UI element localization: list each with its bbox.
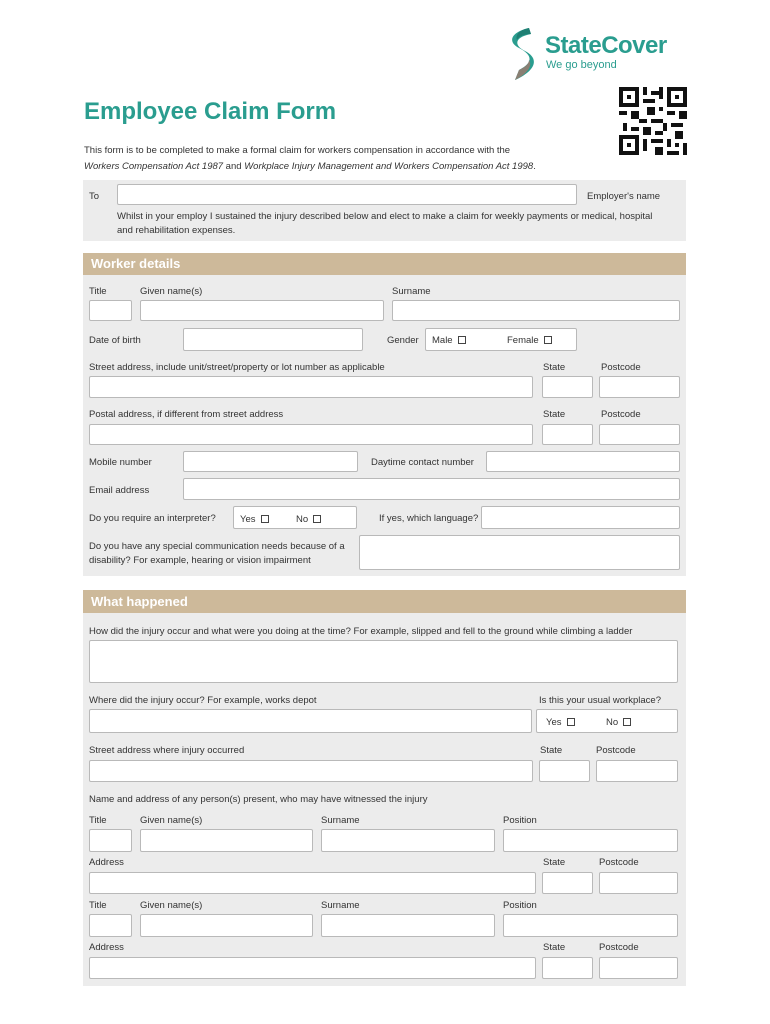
witness2-title-field[interactable] (89, 914, 132, 937)
usual-yes-label: Yes (546, 717, 562, 728)
usual-no-option[interactable] (606, 717, 631, 728)
how-injury-field[interactable] (89, 640, 678, 683)
male-label: Male (432, 335, 453, 346)
postal-address-label: Postal address, if different from street address (89, 409, 284, 420)
witness1-given-field[interactable] (140, 829, 313, 852)
language-field[interactable] (481, 506, 680, 529)
statecover-logo-icon (505, 26, 543, 82)
injury-street-field[interactable] (89, 760, 533, 782)
female-checkbox[interactable] (544, 336, 552, 344)
witness2-address-label: Address (89, 942, 124, 953)
interpreter-no-label: No (296, 514, 309, 525)
postal-address-field[interactable] (89, 424, 533, 445)
witness2-given-field[interactable] (140, 914, 313, 937)
title-label: Title (89, 286, 107, 297)
witness-heading: Name and address of any person(s) present, who may have witnessed the injury (89, 794, 428, 805)
dob-field[interactable] (183, 328, 363, 351)
language-label: If yes, which language? (379, 513, 479, 524)
usual-yes-option[interactable] (546, 717, 575, 728)
given-names-label: Given name(s) (140, 286, 203, 297)
witness1-position-label: Position (503, 815, 537, 826)
interpreter-no-option[interactable] (296, 514, 321, 525)
street-address-field[interactable] (89, 376, 533, 398)
where-injury-field[interactable] (89, 709, 532, 733)
email-field[interactable] (183, 478, 680, 500)
daytime-contact-label: Daytime contact number (371, 457, 474, 468)
employer-name-field[interactable] (117, 184, 577, 205)
intro-period: . (533, 161, 536, 172)
declaration-panel (83, 180, 686, 241)
interpreter-yes-label: Yes (240, 514, 256, 525)
special-needs-label-1: Do you have any special communication needs because of a (89, 541, 345, 552)
witness1-surname-label: Surname (321, 815, 360, 826)
interpreter-no-checkbox[interactable] (313, 515, 321, 523)
dob-label: Date of birth (89, 335, 141, 346)
witness2-postcode-field[interactable] (599, 957, 678, 979)
title-field[interactable] (89, 300, 132, 321)
postal-state-field[interactable] (542, 424, 593, 445)
street-postcode-field[interactable] (599, 376, 680, 398)
brand-name: StateCover (545, 32, 667, 59)
interpreter-yes-option[interactable] (240, 514, 269, 525)
injury-street-label: Street address where injury occurred (89, 745, 245, 756)
female-label: Female (507, 335, 539, 346)
witness1-postcode-label: Postcode (599, 857, 639, 868)
employer-name-label: Employer's name (587, 191, 661, 202)
postal-state-label: State (543, 409, 566, 420)
gender-male-option[interactable] (432, 335, 466, 346)
postal-postcode-label: Postcode (601, 409, 641, 420)
mobile-field[interactable] (183, 451, 358, 472)
intro-and: and (223, 161, 245, 172)
interpreter-yes-checkbox[interactable] (261, 515, 269, 523)
usual-no-checkbox[interactable] (623, 718, 631, 726)
witness2-surname-field[interactable] (321, 914, 495, 937)
witness2-address-field[interactable] (89, 957, 536, 979)
worker-details-panel (83, 275, 686, 576)
witness2-state-field[interactable] (542, 957, 593, 979)
what-happened-panel (83, 613, 686, 986)
interpreter-label: Do you require an interpreter? (89, 513, 216, 524)
witness1-surname-field[interactable] (321, 829, 495, 852)
witness1-title-label: Title (89, 815, 107, 826)
witness1-address-field[interactable] (89, 872, 536, 894)
witness1-given-label: Given name(s) (140, 815, 203, 826)
intro-text (84, 143, 624, 175)
declaration-line-2: and rehabilitation expenses. (117, 225, 236, 236)
special-needs-field[interactable] (359, 535, 680, 570)
given-names-field[interactable] (140, 300, 384, 321)
witness1-postcode-field[interactable] (599, 872, 678, 894)
street-state-field[interactable] (542, 376, 593, 398)
how-injury-label: How did the injury occur and what were you doing at the time? For example, slipped and fell to the ground while climbing a ladder (89, 626, 633, 637)
daytime-contact-field[interactable] (486, 451, 680, 472)
intro-line-2 (84, 159, 624, 175)
intro-line-1: This form is to be completed to make a formal claim for workers compensation in accordance with the (84, 145, 511, 156)
special-needs-label-2: disability? For example, hearing or vision impairment (89, 555, 311, 566)
witness2-position-field[interactable] (503, 914, 678, 937)
witness1-state-field[interactable] (542, 872, 593, 894)
declaration-line-1: Whilst in your employ I sustained the injury described below and elect to make a claim for weekly payments or medical, hospital (117, 211, 653, 222)
witness1-position-field[interactable] (503, 829, 678, 852)
gender-female-option[interactable] (507, 335, 552, 346)
witness2-surname-label: Surname (321, 900, 360, 911)
surname-label: Surname (392, 286, 431, 297)
street-postcode-label: Postcode (601, 362, 641, 373)
act-1998: Workplace Injury Management and Workers Compensation Act 1998 (244, 161, 534, 172)
injury-postcode-label: Postcode (596, 745, 636, 756)
what-happened-header: What happened (83, 590, 686, 613)
injury-postcode-field[interactable] (596, 760, 678, 782)
injury-state-label: State (540, 745, 563, 756)
usual-yes-checkbox[interactable] (567, 718, 575, 726)
witness2-position-label: Position (503, 900, 537, 911)
injury-state-field[interactable] (539, 760, 590, 782)
surname-field[interactable] (392, 300, 680, 321)
act-1987: Workers Compensation Act 1987 (84, 161, 224, 172)
street-address-label: Street address, include unit/street/property or lot number as applicable (89, 362, 385, 373)
brand-tagline: We go beyond (546, 59, 617, 71)
street-state-label: State (543, 362, 566, 373)
usual-workplace-label: Is this your usual workplace? (539, 695, 661, 706)
witness2-given-label: Given name(s) (140, 900, 203, 911)
page-title: Employee Claim Form (84, 98, 337, 125)
to-label: To (89, 191, 100, 202)
witness2-state-label: State (543, 942, 566, 953)
email-label: Email address (89, 485, 150, 496)
male-checkbox[interactable] (458, 336, 466, 344)
witness2-postcode-label: Postcode (599, 942, 639, 953)
qr-code-icon[interactable] (619, 87, 687, 155)
usual-no-label: No (606, 717, 619, 728)
postal-postcode-field[interactable] (599, 424, 680, 445)
gender-label: Gender (387, 335, 419, 346)
witness2-title-label: Title (89, 900, 107, 911)
witness1-state-label: State (543, 857, 566, 868)
worker-details-header: Worker details (83, 253, 686, 275)
witness1-address-label: Address (89, 857, 124, 868)
mobile-label: Mobile number (89, 457, 152, 468)
logo (505, 26, 690, 82)
witness1-title-field[interactable] (89, 829, 132, 852)
where-injury-label: Where did the injury occur? For example, works depot (89, 695, 317, 706)
